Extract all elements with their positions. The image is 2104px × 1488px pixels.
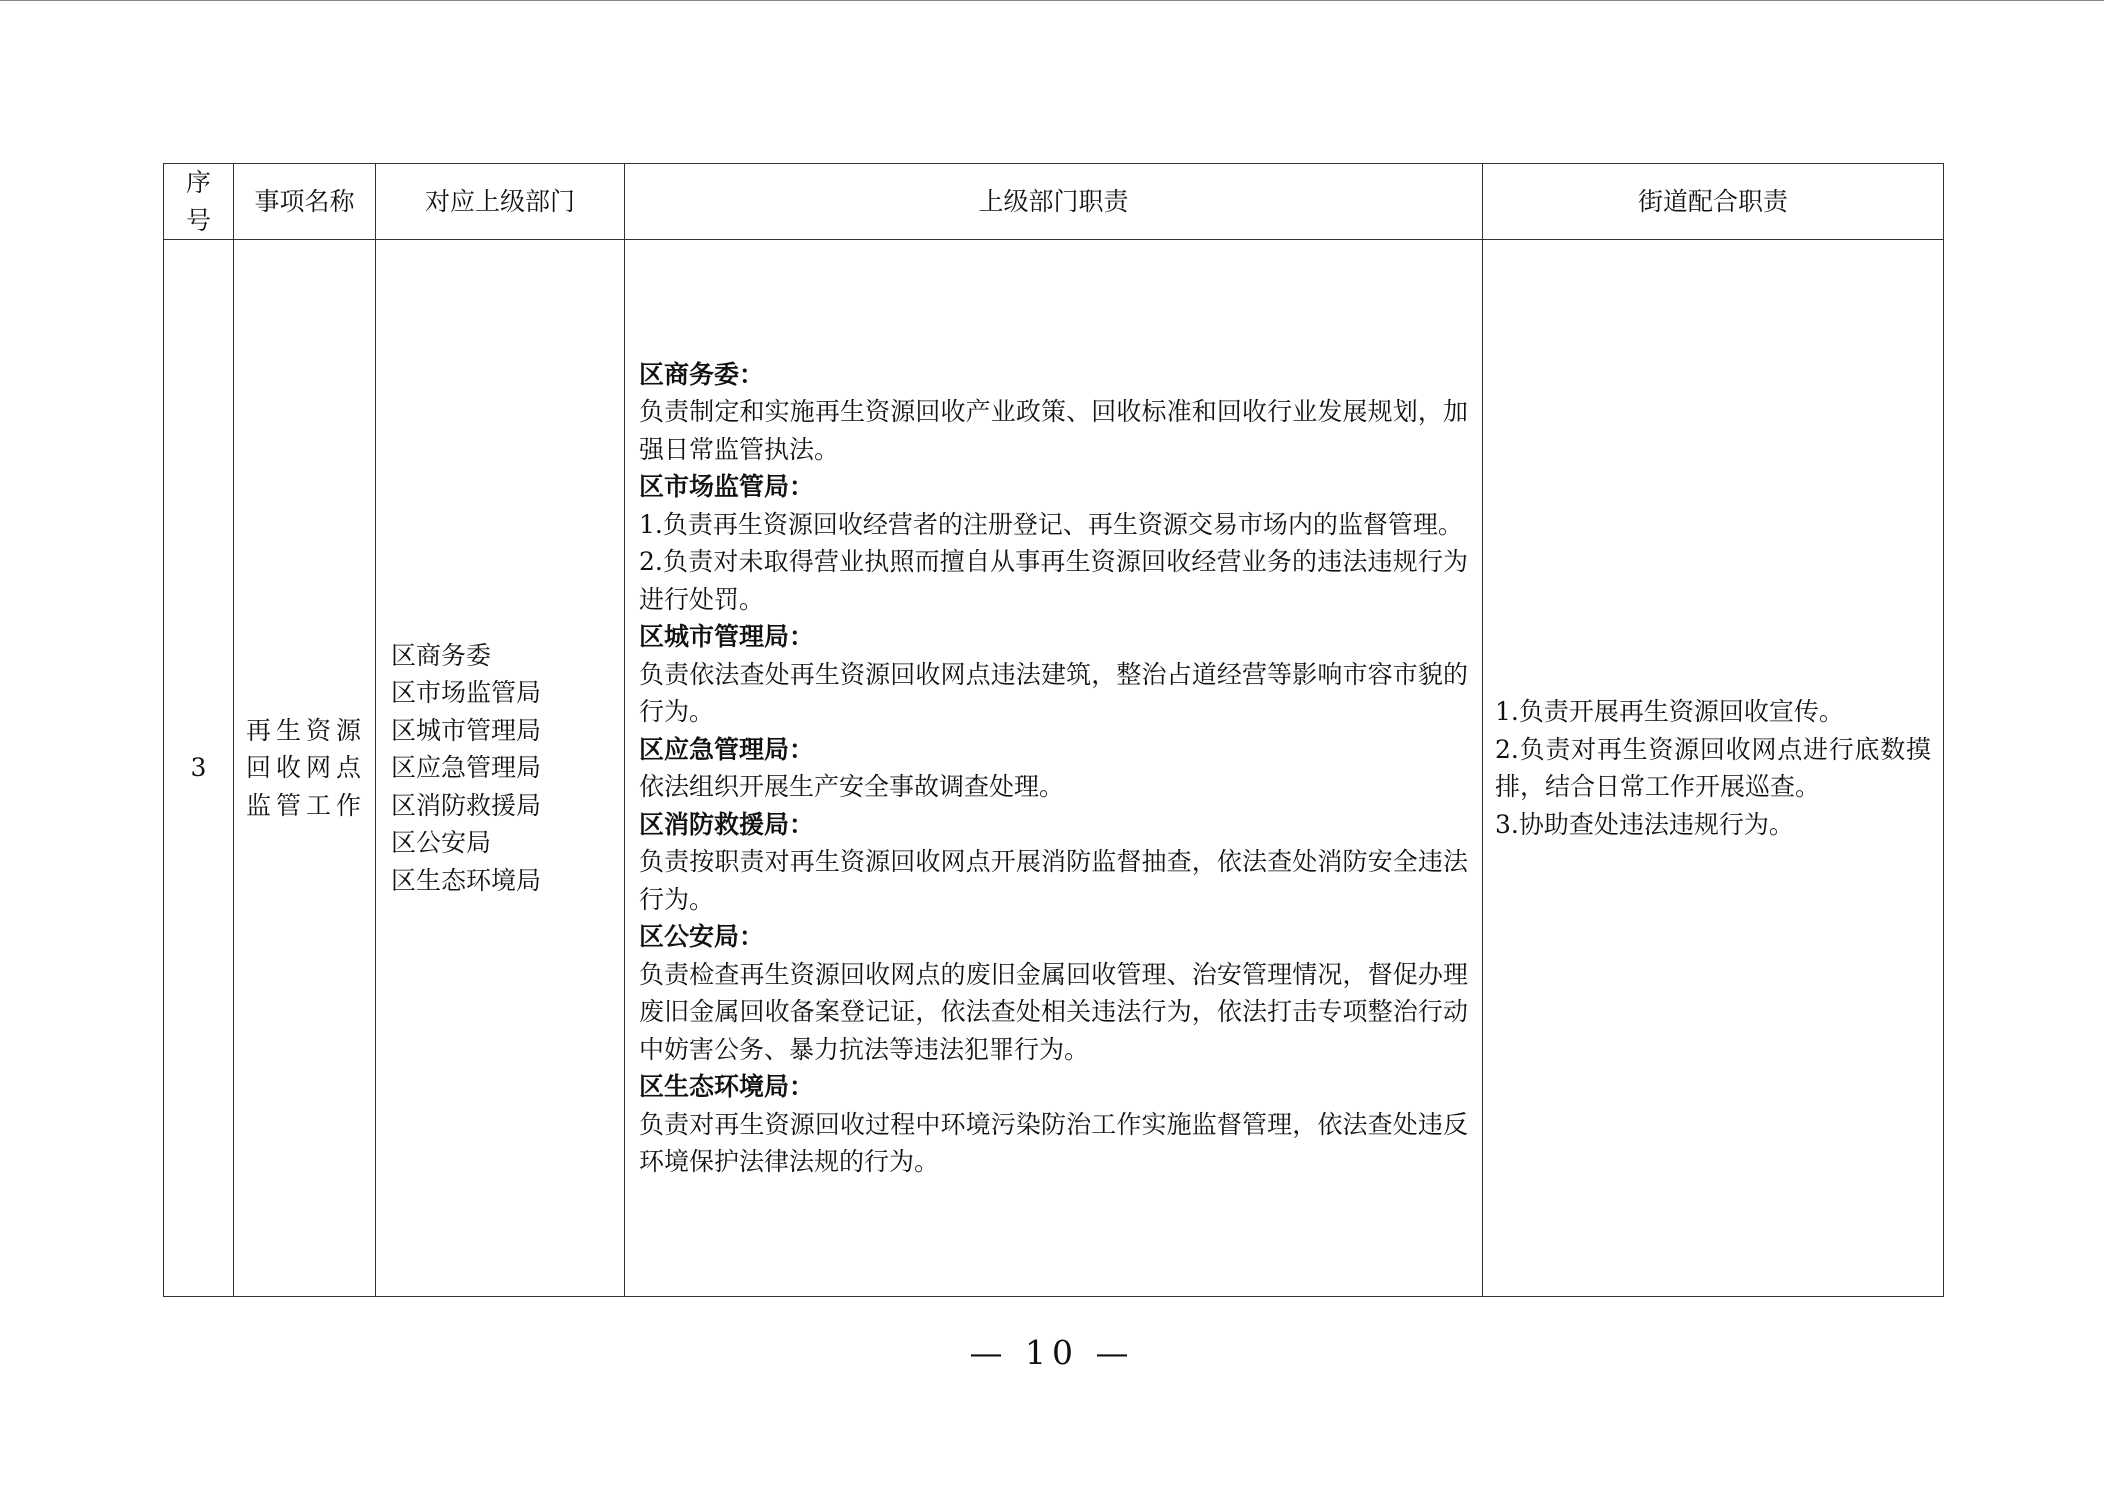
duty-department-heading: 区市场监管局： [639, 472, 815, 501]
duty-department-heading: 区应急管理局： [639, 734, 815, 764]
responsibility-table [163, 163, 1944, 1297]
duty-text: 1.负责再生资源回收经营者的注册登记、再生资源交易市场内的监督管理。 [639, 509, 1463, 539]
top-border-line [0, 0, 2104, 1]
duty-department-heading: 区商务委： [639, 359, 765, 389]
duty-text: 2.负责对未取得营业执照而擅自从事再生资源回收经营业务的违法违规行为进行处罚。 [639, 547, 1468, 614]
cooperation-item: 1.负责开展再生资源回收宣传。 [1495, 697, 1844, 726]
header-superior-duty: 上级部门职责 [625, 164, 1483, 240]
header-superior-dept: 对应上级部门 [376, 164, 625, 240]
header-seq [164, 164, 234, 240]
department-item: 区生态环境局 [391, 865, 542, 895]
cooperation-item: 2.负责对再生资源回收网点进行底数摸排，结合日常工作开展巡查。 [1495, 734, 1931, 801]
cooperation-item: 3.协助查处违法违规行为。 [1495, 809, 1794, 839]
cell-seq: 3 [164, 240, 234, 1297]
duty-department-heading: 区公安局： [639, 922, 765, 951]
cell-cooperation [1483, 240, 1944, 1297]
header-seq-line1: 序 [185, 168, 211, 197]
cell-item-name [234, 240, 376, 1297]
header-seq-line2: 号 [185, 205, 211, 235]
cell-duties [625, 240, 1483, 1297]
duty-text: 负责检查再生资源回收网点的废旧金属回收管理、治安管理情况，督促办理废旧金属回收备案登记证，依法查处相关违法行为，依法打击专项整治行动中妨害公务、暴力抗法等违法犯罪行为。 [639, 959, 1468, 1064]
department-item: 区城市管理局 [391, 715, 542, 745]
page-number: — 10 — [969, 1333, 1135, 1372]
department-list [391, 637, 624, 900]
header-row [164, 164, 1944, 240]
table-row [164, 240, 1944, 1297]
header-street-cooperation: 街道配合职责 [1483, 164, 1944, 240]
department-item: 区公安局 [391, 828, 492, 858]
department-item: 区消防救援局 [391, 790, 542, 820]
duty-department-heading: 区消防救援局： [639, 809, 815, 839]
duty-text: 负责对再生资源回收过程中环境污染防治工作实施监督管理，依法查处违反环境保护法律法规的行为。 [639, 1109, 1468, 1176]
duty-department-heading: 区城市管理局： [639, 622, 815, 651]
item-name-text: 再生资源回收网点监管工作 [246, 715, 363, 820]
duty-department-heading: 区生态环境局： [639, 1072, 815, 1101]
department-item: 区商务委 [391, 640, 492, 670]
duty-text: 负责按职责对再生资源回收网点开展消防监督抽查，依法查处消防安全违法行为。 [639, 847, 1468, 914]
duty-text: 负责制定和实施再生资源回收产业政策、回收标准和回收行业发展规划，加强日常监管执法。 [639, 397, 1468, 464]
duty-text: 依法组织开展生产安全事故调查处理。 [639, 772, 1065, 801]
header-item-name: 事项名称 [234, 164, 376, 240]
cooperation-list [1495, 693, 1931, 843]
cell-departments [376, 240, 625, 1297]
department-item: 区应急管理局 [391, 753, 542, 783]
duty-text: 负责依法查处再生资源回收网点违法建筑，整治占道经营等影响市容市貌的行为。 [639, 659, 1468, 726]
duty-list [639, 356, 1468, 1181]
department-item: 区市场监管局 [391, 678, 542, 708]
